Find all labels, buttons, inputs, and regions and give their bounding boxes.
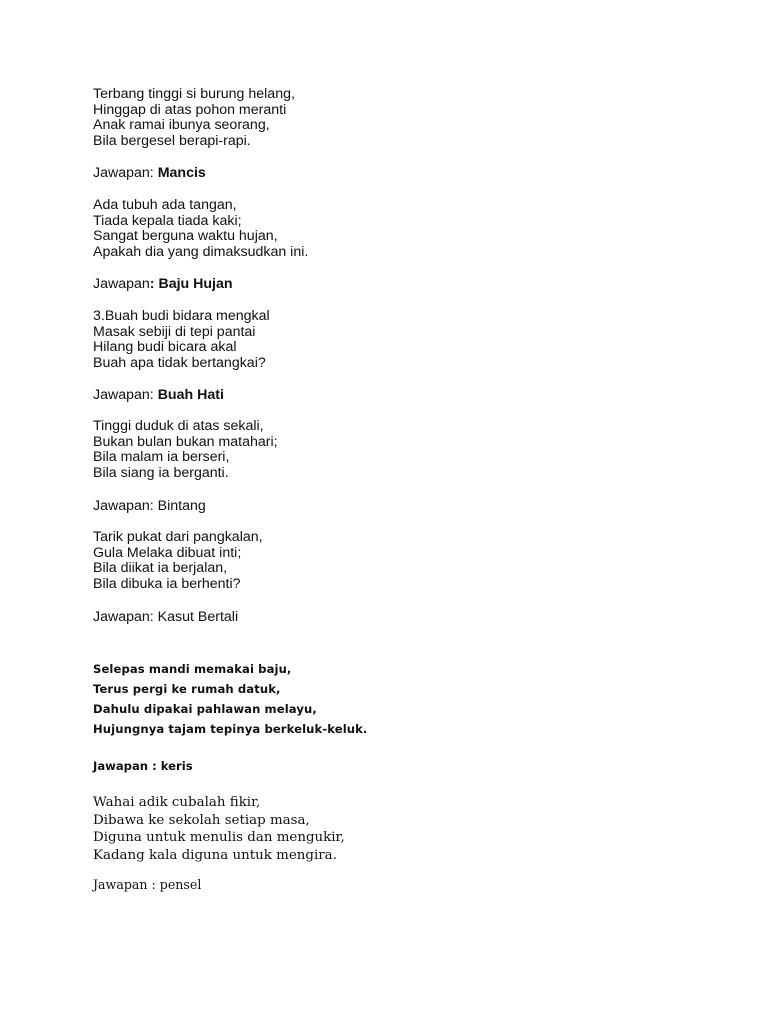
- riddle-3-verse: [93, 309, 270, 371]
- answer-value: Buah Hati: [157, 387, 224, 403]
- verse-line: Bila dibuka ia berhenti?: [93, 575, 241, 592]
- riddle-5-answer: Jawapan: Kasut Bertali: [93, 609, 239, 625]
- verse-line: Kadang kala diguna untuk mengira.: [93, 847, 337, 863]
- riddle-2-answer: [93, 276, 233, 292]
- riddle-3-answer: [93, 387, 224, 403]
- answer-value: : Baju Hujan: [149, 276, 233, 292]
- verse-line: Anak ramai ibunya seorang,: [93, 117, 270, 134]
- answer-prefix: Jawapan:: [93, 387, 158, 403]
- answer-prefix: Jawapan: [93, 276, 150, 292]
- verse-line: Buah apa tidak bertangkai?: [93, 354, 266, 371]
- riddle-7-verse: [93, 794, 345, 864]
- verse-line: Terus pergi ke rumah datuk,: [93, 682, 281, 696]
- answer-value: Mancis: [157, 165, 206, 181]
- verse-line: Bila malam ia berseri,: [93, 449, 230, 466]
- riddle-2-verse: [93, 198, 308, 260]
- riddle-1-answer: [93, 165, 206, 181]
- riddle-6-verse: [93, 659, 367, 739]
- riddle-7-answer: Jawapan : pensel: [93, 877, 202, 892]
- verse-line: Gula Melaka dibuat inti;: [93, 544, 242, 561]
- riddle-1-verse: [93, 87, 295, 149]
- verse-line: Sangat berguna waktu hujan,: [93, 228, 278, 245]
- riddle-4-answer: Jawapan: Bintang: [93, 498, 206, 514]
- verse-line: Hujungnya tajam tepinya berkeluk-keluk.: [93, 722, 368, 736]
- verse-line: Hinggap di atas pohon meranti: [93, 101, 287, 118]
- verse-line: Terbang tinggi si burung helang,: [93, 86, 295, 102]
- verse-line: Tinggi duduk di atas sekali,: [93, 418, 264, 434]
- verse-line: Dibawa ke sekolah setiap masa,: [93, 812, 310, 828]
- verse-line: Bila diikat ia berjalan,: [93, 560, 228, 577]
- verse-line: Bila siang ia berganti.: [93, 464, 229, 481]
- riddle-4-verse: [93, 419, 278, 481]
- verse-line: Dahulu dipakai pahlawan melayu,: [93, 702, 317, 716]
- verse-line: Tarik pukat dari pangkalan,: [93, 529, 263, 545]
- verse-line: Bila bergesel berapi-rapi.: [93, 132, 251, 149]
- verse-line: Hilang budi bicara akal: [93, 339, 237, 356]
- verse-line: Apakah dia yang dimaksudkan ini.: [93, 243, 309, 260]
- verse-line: Tiada kepala tiada kaki;: [93, 212, 242, 229]
- riddle-6-answer: Jawapan : keris: [93, 759, 193, 773]
- verse-line: Selepas mandi memakai baju,: [93, 662, 292, 676]
- verse-line: 3.Buah budi bidara mengkal: [93, 308, 270, 324]
- verse-line: Masak sebiji di tepi pantai: [93, 323, 256, 340]
- verse-line: Ada tubuh ada tangan,: [93, 197, 237, 213]
- verse-line: Bukan bulan bukan matahari;: [93, 433, 278, 450]
- answer-prefix: Jawapan:: [93, 165, 158, 181]
- riddle-5-verse: [93, 530, 263, 592]
- verse-line: Wahai adik cubalah fikir,: [93, 795, 261, 810]
- verse-line: Diguna untuk menulis dan mengukir,: [93, 830, 345, 846]
